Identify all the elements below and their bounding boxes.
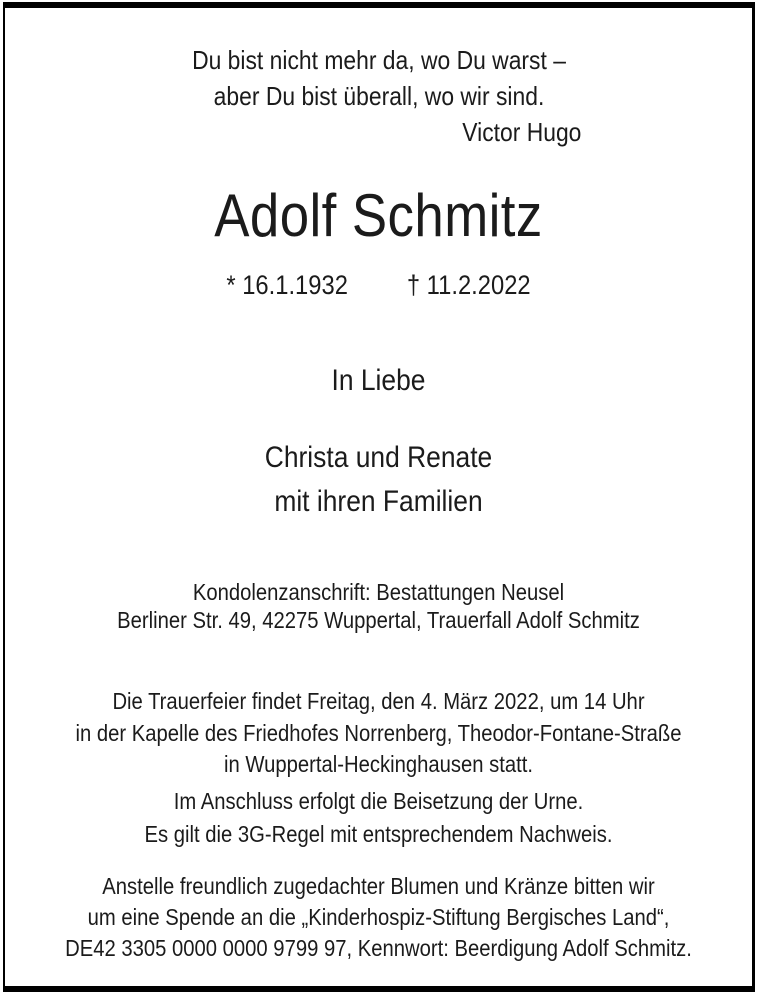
covid-rule-note: Es gilt die 3G-Regel mit entsprechendem Nachweis. bbox=[144, 821, 613, 847]
donation-line-1: Anstelle freundlich zugedachter Blumen und Kränze bitten wir bbox=[102, 872, 655, 899]
mourners-line-1: Christa und Renate bbox=[264, 441, 493, 474]
death-date: † 11.2.2022 bbox=[406, 270, 531, 300]
quote-line-2: aber Du bist überall, wo wir sind. bbox=[213, 81, 544, 111]
service-line-2: in der Kapelle des Friedhofes Norrenberg, Theodor-Fontane-Straße bbox=[75, 719, 682, 746]
urn-burial-note: Im Anschluss erfolgt die Beisetzung der Urne. bbox=[173, 787, 584, 814]
service-line-3: in Wuppertal-Heckinghausen statt. bbox=[223, 751, 534, 777]
salutation: In Liebe bbox=[331, 364, 426, 397]
quote-attribution: Victor Hugo bbox=[461, 117, 581, 147]
life-dates bbox=[50, 268, 707, 302]
quote-section bbox=[149, 42, 609, 150]
donation-request-block bbox=[50, 871, 707, 964]
condolence-line-2: Berliner Str. 49, 42275 Wuppertal, Trauerfall Adolf Schmitz bbox=[117, 607, 640, 633]
donation-line-3: DE42 3305 0000 0000 9799 97, Kennwort: Beerdigung Adolf Schmitz. bbox=[65, 934, 692, 961]
deceased-name: Adolf Schmitz bbox=[214, 182, 543, 249]
mourners-block bbox=[50, 436, 707, 524]
birth-date: * 16.1.1932 bbox=[226, 270, 348, 300]
quote-line-1: Du bist nicht mehr da, wo Du warst – bbox=[191, 45, 566, 75]
memorial-quote bbox=[176, 42, 581, 114]
notice-border-frame bbox=[3, 2, 755, 992]
notice-content bbox=[5, 42, 752, 964]
condolence-line-1: Kondolenzanschrift: Bestattungen Neusel bbox=[192, 579, 565, 605]
service-line-1: Die Trauerfeier findet Freitag, den 4. März 2022, um 14 Uhr bbox=[112, 688, 645, 714]
condolence-address-block bbox=[50, 578, 707, 634]
funeral-service-details bbox=[50, 686, 707, 781]
donation-line-2: um eine Spende an die „Kinderhospiz-Stiftung Bergisches Land“, bbox=[87, 903, 670, 930]
mourners-line-2: mit ihren Familien bbox=[274, 485, 483, 518]
